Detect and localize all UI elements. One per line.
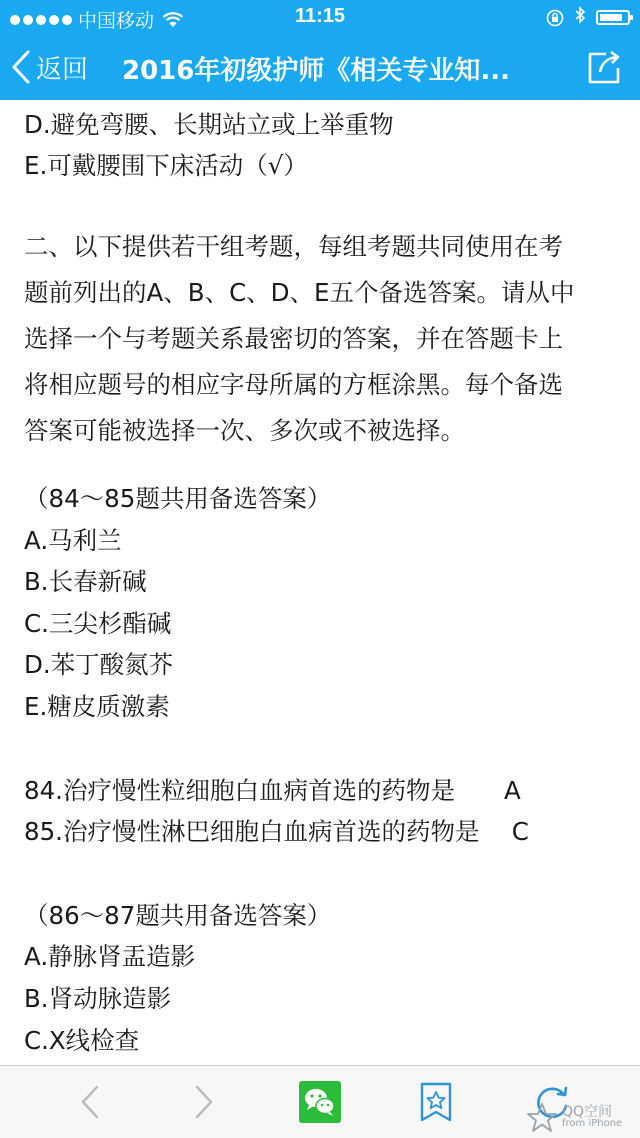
text-line: C.X线检查 bbox=[24, 1026, 140, 1055]
status-time: 11:15 bbox=[294, 5, 346, 27]
article-content bbox=[0, 100, 640, 1065]
favorite-button[interactable] bbox=[412, 1066, 460, 1138]
text-line: 答案可能被选择一次、多次或不被选择。 bbox=[24, 416, 465, 445]
text-line: 题前列出的A、B、C、D、E五个备选答案。请从中 bbox=[24, 278, 575, 307]
text-line: 84.治疗慢性粒细胞白血病首选的药物是 A bbox=[24, 776, 521, 805]
text-line: （84～85题共用备选答案） bbox=[24, 484, 332, 513]
page-title: 2016年初级护师《相关专业知... bbox=[122, 56, 510, 86]
carrier-name: 中国移动 bbox=[78, 11, 155, 32]
share-icon[interactable] bbox=[584, 48, 624, 88]
battery-level bbox=[600, 14, 622, 21]
text-line: 选择一个与考题关系最密切的答案，并在答题卡上 bbox=[24, 324, 563, 353]
wechat-icon bbox=[299, 1081, 341, 1123]
text-line: C.三尖杉酯碱 bbox=[24, 609, 172, 638]
text-line: （86～87题共用备选答案） bbox=[24, 901, 332, 930]
back-button[interactable] bbox=[10, 46, 88, 88]
rotation-lock-icon bbox=[546, 9, 564, 27]
watermark-text: QQ空间 bbox=[562, 1104, 613, 1120]
text-line: D.避免弯腰、长期站立或上举重物 bbox=[24, 110, 394, 139]
text-line: 二、以下提供若干组考题，每组考题共同使用在考 bbox=[24, 232, 563, 261]
favorite-star-icon bbox=[419, 1081, 453, 1123]
qzone-star-icon bbox=[526, 1102, 558, 1134]
forward-nav-button[interactable] bbox=[180, 1066, 228, 1138]
text-line: D.苯丁酸氮芥 bbox=[24, 650, 174, 679]
status-bar bbox=[0, 0, 640, 34]
back-nav-button[interactable] bbox=[66, 1066, 114, 1138]
qzone-watermark bbox=[524, 1100, 634, 1136]
wechat-share-button[interactable] bbox=[294, 1066, 346, 1138]
text-line: B.长春新碱 bbox=[24, 567, 147, 596]
text-line: 85.治疗慢性淋巴细胞白血病首选的药物是 C bbox=[24, 817, 529, 846]
status-right bbox=[546, 6, 630, 29]
nav-bar bbox=[0, 34, 640, 100]
text-line: B.肾动脉造影 bbox=[24, 984, 172, 1013]
chevron-left-icon bbox=[10, 49, 32, 85]
watermark-subtext: from iPhone bbox=[562, 1118, 623, 1129]
back-arrow-icon bbox=[80, 1085, 100, 1119]
bluetooth-icon bbox=[574, 6, 586, 29]
text-line: A.静脉肾盂造影 bbox=[24, 942, 196, 971]
battery-icon bbox=[596, 10, 630, 25]
text-line: E.可戴腰围下床活动（√） bbox=[24, 151, 308, 180]
back-label: 返回 bbox=[36, 54, 89, 85]
forward-arrow-icon bbox=[194, 1085, 214, 1119]
text-line: 将相应题号的相应字母所属的方框涂黑。每个备选 bbox=[24, 370, 563, 399]
text-line: E.糖皮质激素 bbox=[24, 692, 170, 721]
text-line: A.马利兰 bbox=[24, 526, 122, 555]
